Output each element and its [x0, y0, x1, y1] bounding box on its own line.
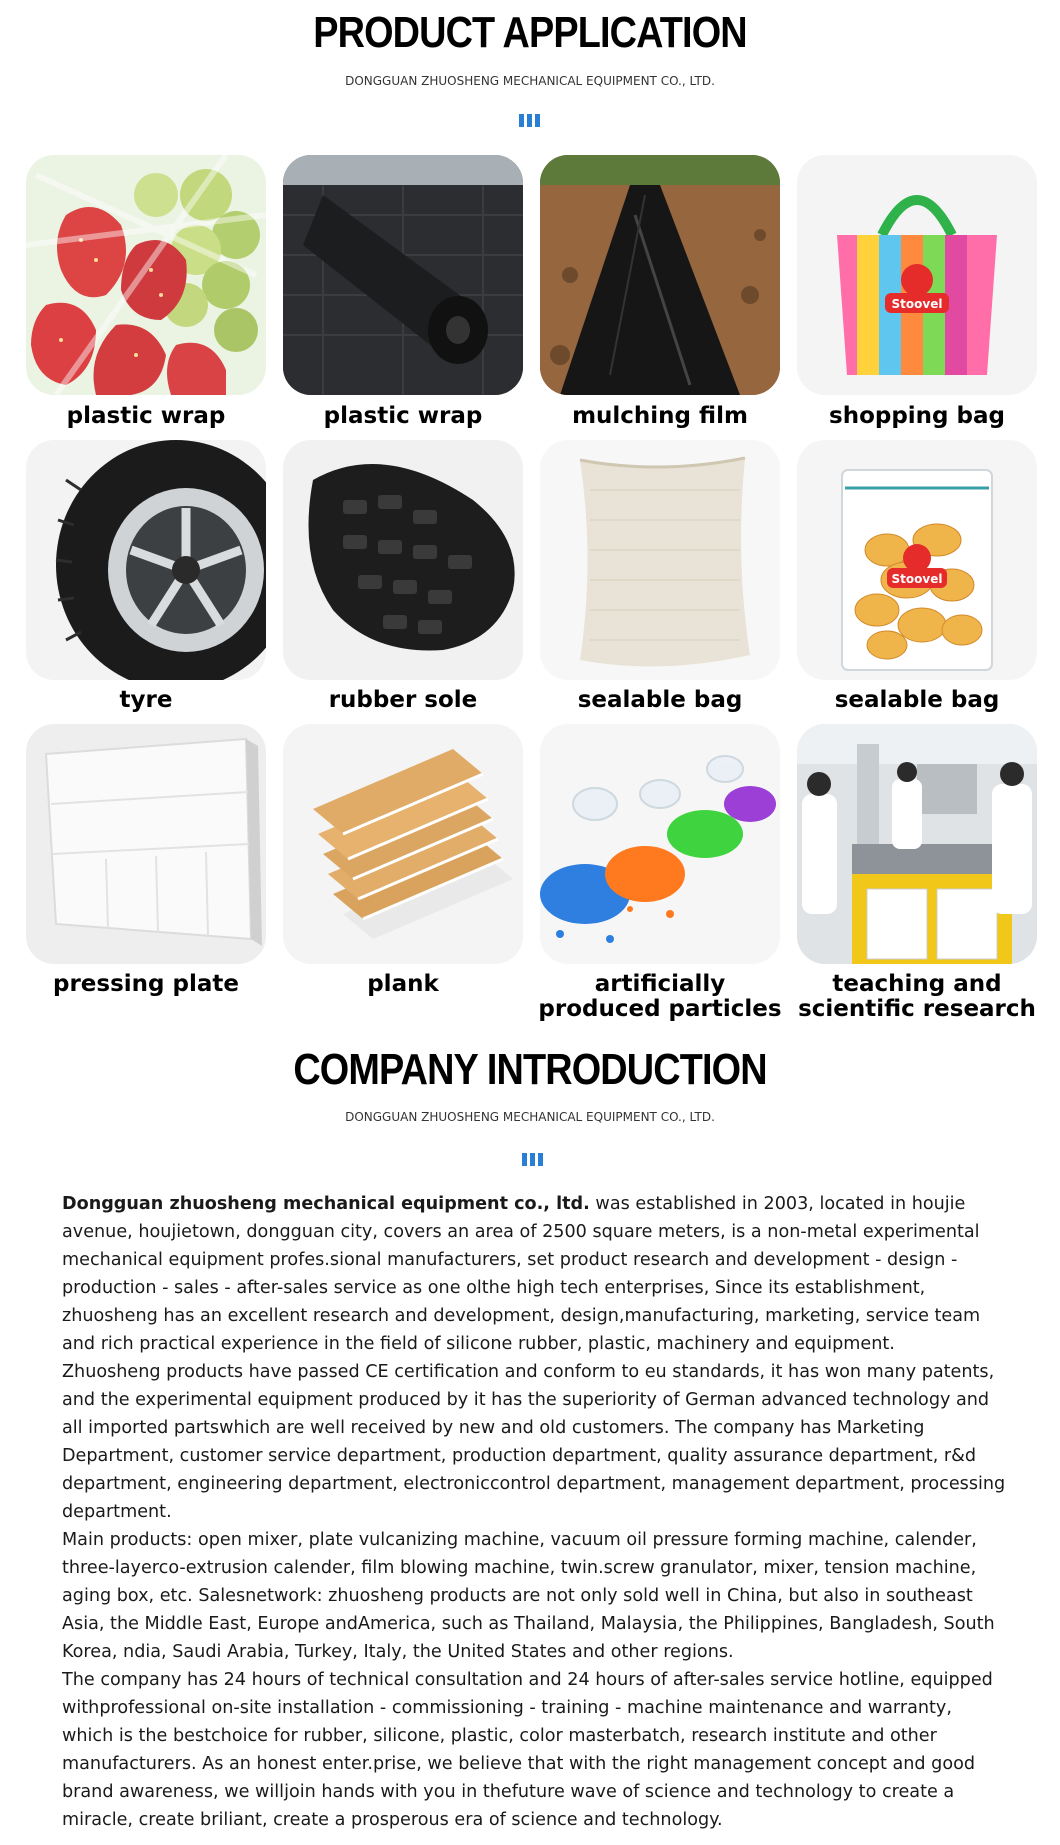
product-caption: sealable bag	[577, 687, 743, 713]
lab-machine-image	[797, 724, 1037, 964]
product-caption: artificially produced particles	[538, 971, 782, 1022]
divider-bars-icon	[519, 114, 540, 127]
intro-paragraph: The company has 24 hours of technical consultation and 24 hours of after-sales service hotline, equipped withprofessional on-site installation - commissioning - training - machine maintenance and warranty, which is the bestchoice for rubber, silicone, plastic, color masterbatch, research institute and other manufacturers. As an honest enter.prise, we believe that with the right management concept and good brand awareness, we willjoin hands with you in thefuture wave of science and technology to create a miracle, create briliant, create a prosperous era of science and technology.	[62, 1670, 993, 1830]
product-caption: shopping bag	[829, 403, 1005, 429]
stoovel-logo: Stoovel	[891, 572, 943, 586]
divider-bars-icon	[522, 1153, 543, 1166]
product-caption: rubber sole	[328, 687, 478, 713]
company-introduction-subtitle: DONGGUAN ZHUOSHENG MECHANICAL EQUIPMENT CO., LTD.	[345, 1110, 715, 1124]
fruit-cling-film-image	[26, 155, 266, 395]
geotextile-roll-image	[283, 155, 523, 395]
shoe-sole-image	[283, 440, 523, 680]
product-caption: sealable bag	[834, 687, 1000, 713]
color-granules-image	[540, 724, 780, 964]
intro-paragraph: Zhuosheng products have passed CE certification and conform to eu standards, it has won many patents, and the experimental equipment produced by it has the superiority of German advanced technology and all imported partswhich are well received by new and old customers. The company has Marketing Department, customer service department, production department, quality assurance department, r&d department, engineering department, electroniccontrol department, management department, processing department.	[62, 1362, 1006, 1522]
mulch-field-image	[540, 155, 780, 395]
product-application-subtitle: DONGGUAN ZHUOSHENG MECHANICAL EQUIPMENT CO., LTD.	[345, 74, 715, 88]
product-caption: tyre	[119, 687, 173, 713]
tyre-image	[26, 440, 266, 680]
woven-sack-image	[540, 440, 780, 680]
company-introduction-title: COMPANY INTRODUCTION	[293, 1045, 767, 1094]
intro-paragraph: Main products: open mixer, plate vulcanizing machine, vacuum oil pressure forming machine, calender, three-layerco-extrusion calender, film blowing machine, twin.screw granulator, mixer, tension machine, aging box, etc. Salesnetwork: zhuosheng products are not only sold well in China, but also in southeast Asia, the Middle East, Europe andAmerica, such as Thailand, Malaysia, the Philippines, Bangladesh, South Korea, ndia, Saudi Arabia, Turkey, Italy, the United States and other regions.	[62, 1530, 995, 1662]
product-caption: plastic wrap	[323, 403, 483, 429]
company-introduction-text	[62, 1190, 1007, 1834]
zip-bag-image	[797, 440, 1037, 680]
stoovel-logo: Stoovel	[891, 297, 943, 311]
tote-bag-image	[797, 155, 1037, 395]
product-application-title: PRODUCT APPLICATION	[313, 8, 747, 57]
product-caption: pressing plate	[53, 971, 239, 997]
intro-paragraph-text: was established in 2003, located in houjie avenue, houjietown, dongguan city, covers an area of 2500 square meters, is a non-metal experimental mechanical equipment profes.sional manufacturers, set product research and development - design - production - sales - after-sales service as one olthe high tech enterprises, Since its establishment, zhuosheng has an excellent research and development, design,manufacturing, marketing, service team and rich practical experience in the field of silicone rubber, plastic, machinery and equipment.	[62, 1194, 981, 1354]
intro-paragraph	[62, 1190, 1007, 1358]
product-caption: teaching and scientific research	[798, 971, 1036, 1022]
product-caption: plastic wrap	[66, 403, 226, 429]
company-name: Dongguan zhuosheng mechanical equipment co., ltd.	[62, 1194, 590, 1214]
product-caption: mulching film	[572, 403, 748, 429]
product-caption: plank	[367, 971, 439, 997]
wall-panel-image	[26, 724, 266, 964]
plank-stack-image	[283, 724, 523, 964]
